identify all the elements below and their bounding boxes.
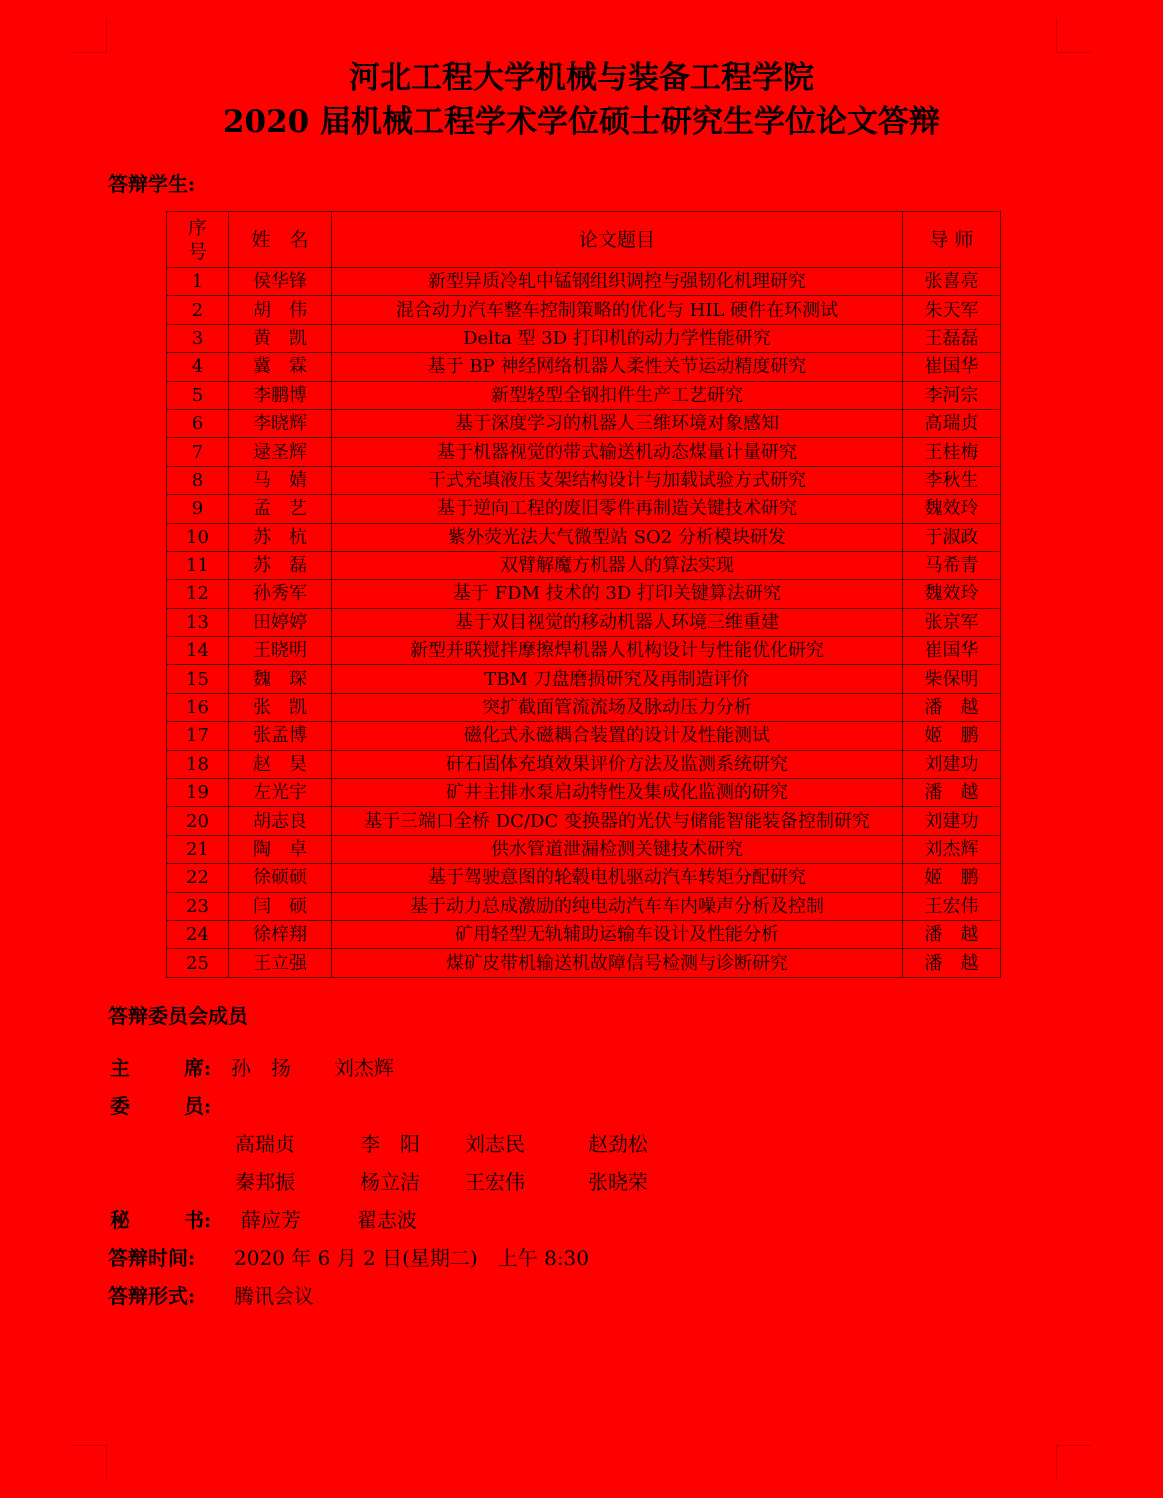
thesis-title: TBM 刀盘磨损研究及再制造评价: [332, 665, 903, 693]
advisor-name: 崔国华: [903, 637, 1001, 665]
row-number: 20: [167, 807, 229, 835]
thesis-title: 基于 BP 神经网络机器人柔性关节运动精度研究: [332, 353, 903, 381]
advisor-name: 潘 越: [903, 779, 1001, 807]
thesis-title: 基于深度学习的机器人三维环境对象感知: [332, 409, 903, 437]
table-row: [167, 920, 1001, 948]
advisor-name: 刘建功: [903, 750, 1001, 778]
row-number: 8: [167, 466, 229, 494]
table-row: [167, 608, 1001, 636]
advisor-name: 王磊磊: [903, 324, 1001, 352]
thesis-title: 磁化式永磁耦合装置的设计及性能测试: [332, 722, 903, 750]
advisor-name: 潘 越: [903, 920, 1001, 948]
table-row: [167, 523, 1001, 551]
student-name: 陶 卓: [229, 835, 332, 863]
student-name: 胡 伟: [229, 296, 332, 324]
advisor-name: 潘 越: [903, 693, 1001, 721]
table-row: [167, 438, 1001, 466]
advisor-name: 潘 越: [903, 949, 1001, 977]
thesis-title: 基于机器视觉的带式输送机动态煤量计量研究: [332, 438, 903, 466]
student-name: 侯华锋: [229, 268, 332, 296]
defense-format-value: 腾讯会议: [234, 1284, 314, 1308]
crop-mark-top-left: [72, 18, 107, 53]
student-name: 王晓明: [229, 637, 332, 665]
row-number: 12: [167, 580, 229, 608]
header-seq: 序 号: [167, 212, 229, 268]
defense-time-label: 答辩时间:: [108, 1246, 196, 1270]
committee-label: 答辩委员会成员: [108, 1004, 248, 1028]
crop-mark-top-right: [1056, 18, 1091, 53]
advisor-name: 张喜亮: [903, 268, 1001, 296]
table-row: [167, 409, 1001, 437]
document-title: 河北工程大学机械与装备工程学院: [349, 60, 814, 96]
thesis-title: 基于双目视觉的移动机器人环境三维重建: [332, 608, 903, 636]
advisor-name: 魏效玲: [903, 580, 1001, 608]
row-number: 16: [167, 693, 229, 721]
thesis-title: 矸石固体充填效果评价方法及监测系统研究: [332, 750, 903, 778]
thesis-title: 矿井主排水泵启动特性及集成化监测的研究: [332, 779, 903, 807]
thesis-title: 突扩截面管流流场及脉动压力分析: [332, 693, 903, 721]
student-name: 徐梓翔: [229, 920, 332, 948]
table-row: [167, 892, 1001, 920]
student-name: 逯圣辉: [229, 438, 332, 466]
row-number: 2: [167, 296, 229, 324]
student-name: 闫 硕: [229, 892, 332, 920]
student-name: 苏 磊: [229, 551, 332, 579]
defense-time-value: 2020 年 6 月 2 日(星期二) 上午 8:30: [234, 1246, 590, 1270]
student-name: 左光宇: [229, 779, 332, 807]
student-name: 李晓辉: [229, 409, 332, 437]
row-number: 3: [167, 324, 229, 352]
table-row: [167, 750, 1001, 778]
table-row: [167, 580, 1001, 608]
thesis-title: 基于 FDM 技术的 3D 打印关键算法研究: [332, 580, 903, 608]
advisor-name: 崔国华: [903, 353, 1001, 381]
row-number: 22: [167, 864, 229, 892]
thesis-title: Delta 型 3D 打印机的动力学性能研究: [332, 324, 903, 352]
row-number: 21: [167, 835, 229, 863]
row-number: 5: [167, 381, 229, 409]
advisor-name: 于淑政: [903, 523, 1001, 551]
advisor-name: 张京军: [903, 608, 1001, 636]
student-name: 张孟博: [229, 722, 332, 750]
student-name: 孙秀军: [229, 580, 332, 608]
secretary-label-1: 秘: [110, 1208, 130, 1232]
advisor-name: 刘杰辉: [903, 835, 1001, 863]
student-name: 胡志良: [229, 807, 332, 835]
advisor-name: 刘建功: [903, 807, 1001, 835]
student-name: 田婷婷: [229, 608, 332, 636]
table-row: [167, 779, 1001, 807]
student-name: 魏 琛: [229, 665, 332, 693]
advisor-name: 王宏伟: [903, 892, 1001, 920]
students-table: [166, 211, 1001, 978]
thesis-title: 基于三端口全桥 DC/DC 变换器的光伏与储能智能装备控制研究: [332, 807, 903, 835]
student-name: 孟 艺: [229, 495, 332, 523]
row-number: 17: [167, 722, 229, 750]
row-number: 14: [167, 637, 229, 665]
thesis-title: 新型轻型全钢扣件生产工艺研究: [332, 381, 903, 409]
student-name: 赵 昊: [229, 750, 332, 778]
secretary-member: 薛应芳: [241, 1208, 301, 1232]
thesis-title: 新型异质冷轧中锰钢组织调控与强韧化机理研究: [332, 268, 903, 296]
thesis-title: 基于逆向工程的废旧零件再制造关键技术研究: [332, 495, 903, 523]
advisor-name: 李河宗: [903, 381, 1001, 409]
row-number: 13: [167, 608, 229, 636]
table-row: [167, 296, 1001, 324]
committee-member: 李 阳: [360, 1132, 420, 1156]
table-row: [167, 722, 1001, 750]
thesis-title: 矿用轻型无轨辅助运输车设计及性能分析: [332, 920, 903, 948]
advisor-name: 李秋生: [903, 466, 1001, 494]
row-number: 25: [167, 949, 229, 977]
secretary-label-2: 书:: [184, 1208, 212, 1232]
header-name: 姓 名: [229, 212, 332, 268]
members-label-2: 员:: [184, 1094, 212, 1118]
header-thesis: 论文题目: [332, 212, 903, 268]
student-name: 张 凯: [229, 693, 332, 721]
table-row: [167, 864, 1001, 892]
thesis-title: 紫外荧光法大气微型站 SO2 分析模块研发: [332, 523, 903, 551]
thesis-title: 双臂解魔方机器人的算法实现: [332, 551, 903, 579]
committee-member: 秦邦振: [235, 1170, 295, 1194]
row-number: 4: [167, 353, 229, 381]
row-number: 18: [167, 750, 229, 778]
table-row: [167, 835, 1001, 863]
row-number: 24: [167, 920, 229, 948]
row-number: 9: [167, 495, 229, 523]
advisor-name: 高瑞贞: [903, 409, 1001, 437]
advisor-name: 魏效玲: [903, 495, 1001, 523]
secretary-member: 翟志波: [357, 1208, 417, 1232]
advisor-name: 马希青: [903, 551, 1001, 579]
table-row: [167, 324, 1001, 352]
chair-member: 孙 扬: [231, 1056, 291, 1080]
chair-label-2: 席:: [184, 1056, 212, 1080]
table-row: [167, 949, 1001, 977]
committee-member: 高瑞贞: [235, 1132, 295, 1156]
thesis-title: 新型并联搅拌摩擦焊机器人机构设计与性能优化研究: [332, 637, 903, 665]
row-number: 11: [167, 551, 229, 579]
students-label: 答辩学生:: [108, 172, 196, 196]
table-row: [167, 268, 1001, 296]
student-name: 徐硕硕: [229, 864, 332, 892]
row-number: 10: [167, 523, 229, 551]
table-row: [167, 381, 1001, 409]
table-row: [167, 551, 1001, 579]
row-number: 6: [167, 409, 229, 437]
row-number: 15: [167, 665, 229, 693]
chair-label-1: 主: [110, 1056, 130, 1080]
crop-mark-bottom-right: [1056, 1445, 1091, 1480]
row-number: 7: [167, 438, 229, 466]
table-row: [167, 466, 1001, 494]
table-row: [167, 807, 1001, 835]
advisor-name: 姬 鹏: [903, 864, 1001, 892]
defense-format-label: 答辩形式:: [108, 1284, 196, 1308]
table-row: [167, 693, 1001, 721]
chair-member: 刘杰辉: [334, 1056, 394, 1080]
crop-mark-bottom-left: [72, 1445, 107, 1480]
table-header-row: [167, 212, 1001, 268]
thesis-title: 煤矿皮带机输送机故障信号检测与诊断研究: [332, 949, 903, 977]
student-name: 李鹏博: [229, 381, 332, 409]
row-number: 23: [167, 892, 229, 920]
advisor-name: 王桂梅: [903, 438, 1001, 466]
student-name: 王立强: [229, 949, 332, 977]
thesis-title: 混合动力汽车整车控制策略的优化与 HIL 硬件在环测试: [332, 296, 903, 324]
row-number: 19: [167, 779, 229, 807]
row-number: 1: [167, 268, 229, 296]
table-row: [167, 637, 1001, 665]
header-advisor: 导 师: [903, 212, 1001, 268]
student-name: 马 婧: [229, 466, 332, 494]
committee-member: 张晓荣: [588, 1170, 648, 1194]
committee-member: 王宏伟: [465, 1170, 525, 1194]
advisor-name: 柴保明: [903, 665, 1001, 693]
table-row: [167, 353, 1001, 381]
advisor-name: 姬 鹏: [903, 722, 1001, 750]
committee-member: 赵劲松: [588, 1132, 648, 1156]
document-subtitle: 2020 届机械工程学术学位硕士研究生学位论文答辩: [222, 104, 941, 140]
advisor-name: 朱天军: [903, 296, 1001, 324]
table-row: [167, 495, 1001, 523]
thesis-title: 干式充填液压支架结构设计与加载试验方式研究: [332, 466, 903, 494]
student-name: 冀 霖: [229, 353, 332, 381]
thesis-title: 供水管道泄漏检测关键技术研究: [332, 835, 903, 863]
student-name: 苏 杭: [229, 523, 332, 551]
committee-member: 杨立洁: [360, 1170, 420, 1194]
members-label-1: 委: [110, 1094, 130, 1118]
thesis-title: 基于动力总成激励的纯电动汽车车内噪声分析及控制: [332, 892, 903, 920]
student-name: 黄 凯: [229, 324, 332, 352]
table-row: [167, 665, 1001, 693]
committee-member: 刘志民: [465, 1132, 525, 1156]
thesis-title: 基于驾驶意图的轮毂电机驱动汽车转矩分配研究: [332, 864, 903, 892]
